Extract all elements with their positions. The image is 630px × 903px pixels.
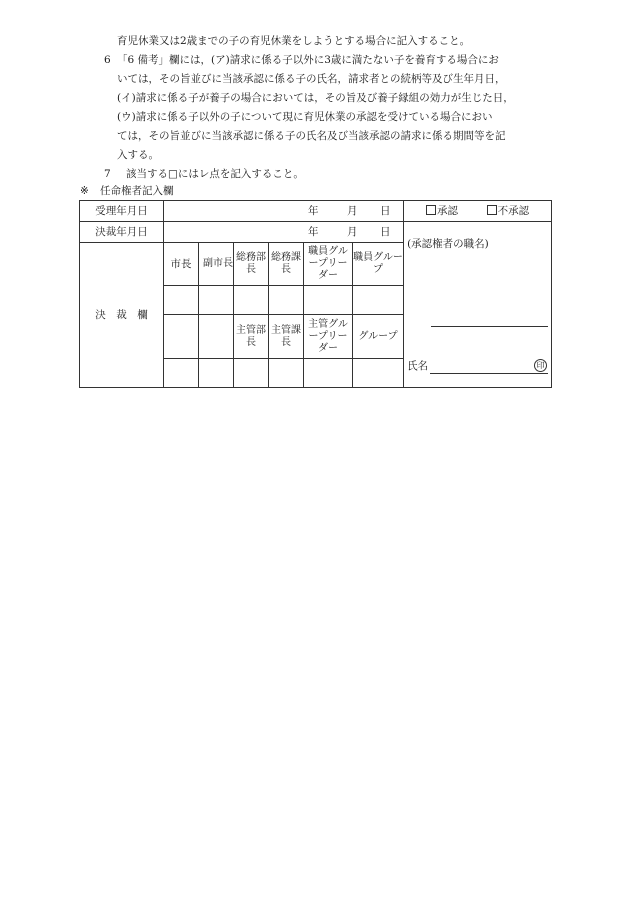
note-6-number: 6 bbox=[104, 54, 111, 66]
note-line-continuation: 育児休業又は2歳までの子の育児休業をしようとする場合に記入すること。 bbox=[117, 35, 471, 47]
decision-year-label: 年 bbox=[308, 225, 319, 238]
group-label: グループ bbox=[353, 315, 404, 359]
supervising-group-leader-seal-box[interactable] bbox=[304, 359, 353, 388]
blank-header-2 bbox=[199, 315, 234, 359]
general-affairs-director-label: 総務部長 bbox=[234, 243, 269, 286]
note-6-line-1: 「6 備考」欄には，(ア)請求に係る子以外に3歳に満たない子を養育する場合にお bbox=[117, 54, 499, 66]
note-6-line-6: 入する。 bbox=[117, 149, 159, 161]
supervising-director-seal-box[interactable] bbox=[234, 359, 269, 388]
approve-checkbox[interactable] bbox=[426, 205, 458, 217]
approver-name-line[interactable] bbox=[430, 372, 548, 374]
mayor-label: 市長 bbox=[164, 243, 199, 286]
approver-title-line[interactable] bbox=[431, 325, 548, 327]
note-6-line-4: (ウ)請求に係る子以外の子について現に育児休業の承認を受けている場合におい bbox=[117, 111, 493, 123]
group-seal-box[interactable] bbox=[353, 359, 404, 388]
received-date-label: 受理年月日 bbox=[80, 201, 164, 222]
disapprove-checkbox-box[interactable] bbox=[487, 205, 497, 215]
mayor-seal-box[interactable] bbox=[164, 286, 199, 315]
staff-group-leader-seal-box[interactable] bbox=[304, 286, 353, 315]
blank-seal-box-2 bbox=[199, 359, 234, 388]
blank-seal-box-1 bbox=[164, 359, 199, 388]
staff-group-seal-box[interactable] bbox=[353, 286, 404, 315]
approver-name-label: 氏名 bbox=[407, 359, 429, 372]
supervising-section-chief-seal-box[interactable] bbox=[269, 359, 304, 388]
section-title: 任命権者記入欄 bbox=[100, 185, 174, 197]
approve-label: 承認 bbox=[436, 204, 458, 217]
general-affairs-section-chief-label: 総務課長 bbox=[269, 243, 304, 286]
note-6-line-5: ては，その旨並びに当該承認に係る子の氏名及び当該承認の請求に係る期間等を記 bbox=[117, 130, 506, 142]
blank-header-1 bbox=[164, 315, 199, 359]
note-6-line-3: (イ)請求に係る子が養子の場合においては，その旨及び養子縁組の効力が生じた日， bbox=[117, 92, 514, 104]
general-affairs-director-seal-box[interactable] bbox=[234, 286, 269, 315]
decision-date-field[interactable] bbox=[164, 221, 404, 243]
decision-column-label: 決 裁 欄 bbox=[80, 243, 164, 388]
received-day-label: 日 bbox=[380, 204, 391, 217]
note-7-number: 7 bbox=[104, 168, 111, 180]
seal-mark: 印 bbox=[534, 359, 547, 372]
decision-month-label: 月 bbox=[347, 225, 358, 238]
received-month-label: 月 bbox=[347, 204, 358, 217]
note-6-line-2: いては，その旨並びに当該承認に係る子の氏名，請求者との続柄等及び生年月日， bbox=[117, 73, 506, 85]
note-7-text: 該当する□にはレ点を記入すること。 bbox=[126, 168, 304, 180]
decision-date-label: 決裁年月日 bbox=[80, 221, 164, 243]
vice-mayor-seal-box[interactable] bbox=[199, 286, 234, 315]
general-affairs-section-chief-seal-box[interactable] bbox=[269, 286, 304, 315]
approver-info-cell bbox=[404, 221, 552, 387]
supervising-section-chief-label: 主管課長 bbox=[269, 315, 304, 359]
section-mark: ※ bbox=[80, 185, 89, 197]
staff-group-label: 職員グループ bbox=[353, 243, 404, 286]
supervising-director-label: 主管部長 bbox=[234, 315, 269, 359]
vice-mayor-label: 副市長 bbox=[199, 243, 234, 286]
received-year-label: 年 bbox=[308, 204, 319, 217]
disapprove-label: 不承認 bbox=[497, 204, 530, 217]
staff-group-leader-label: 職員グループリーダー bbox=[304, 243, 353, 286]
decision-day-label: 日 bbox=[380, 225, 391, 238]
approve-checkbox-box[interactable] bbox=[426, 205, 436, 215]
appointer-entry-form bbox=[79, 200, 552, 388]
supervising-group-leader-label: 主管グループリーダー bbox=[304, 315, 353, 359]
disapprove-checkbox[interactable] bbox=[487, 205, 530, 217]
approver-title-label: (承認権者の職名) bbox=[407, 237, 489, 250]
received-date-field[interactable] bbox=[164, 201, 404, 222]
approval-choice-cell bbox=[404, 201, 552, 222]
